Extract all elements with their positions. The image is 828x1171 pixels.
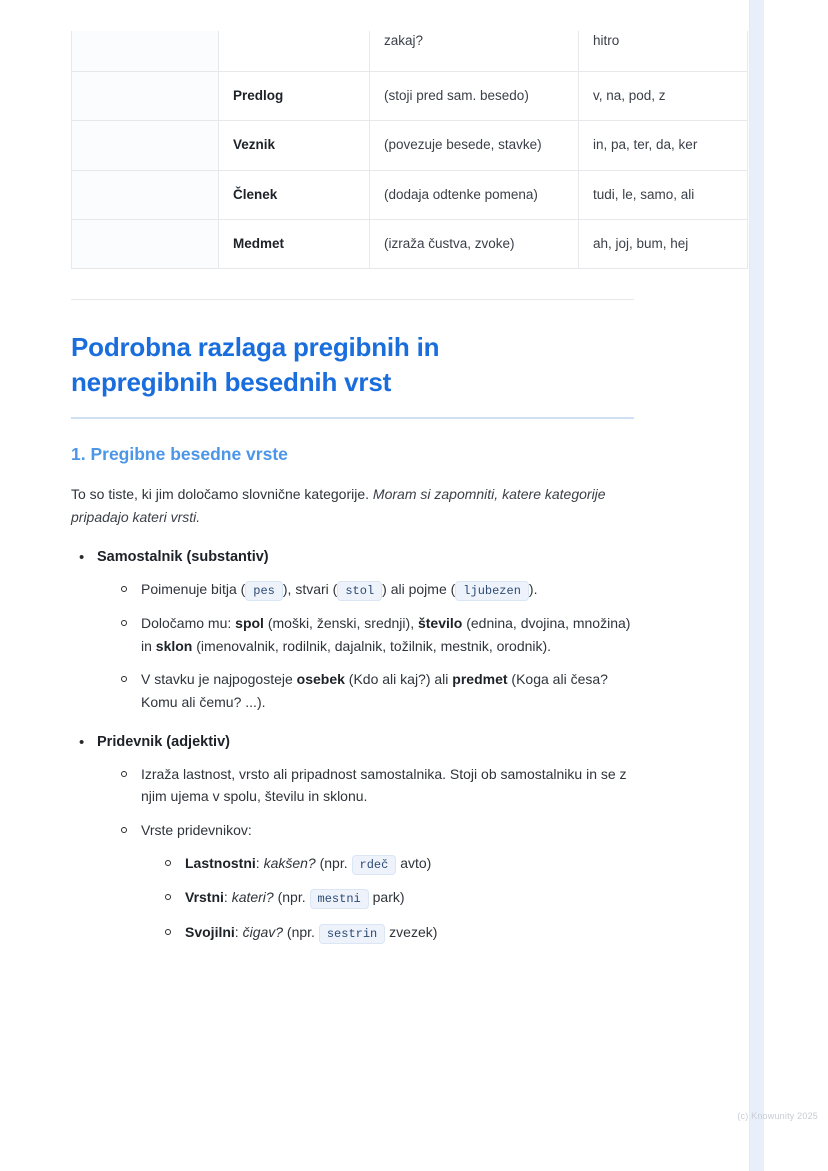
bullet-circle-icon — [121, 676, 127, 682]
table-cell: Veznik — [219, 121, 370, 170]
code-token: rdeč — [352, 855, 397, 875]
section-divider — [71, 299, 634, 300]
table-cell: v, na, pod, z — [579, 72, 748, 121]
text-run: (moški, ženski, srednji), — [263, 614, 418, 631]
table-cell — [72, 170, 219, 219]
text-run: Vrste pridevnikov: — [141, 822, 252, 838]
list-item — [163, 886, 636, 909]
besedne-vrste-table — [71, 31, 748, 269]
bullet-icon: • — [79, 733, 85, 751]
table-cell — [72, 72, 219, 121]
table-row — [72, 31, 748, 72]
list-item — [163, 921, 636, 944]
text-run: (Kdo ali kaj?) ali — [344, 671, 453, 688]
title-underline — [71, 417, 634, 419]
code-token: mestni — [310, 889, 369, 909]
text-run: : — [234, 923, 243, 940]
list-item — [119, 763, 636, 808]
text-run: (npr. — [315, 854, 352, 871]
emphasis-strong: osebek — [296, 671, 345, 688]
text-run: (Koga ali česa? Komu ali čemu? ...). — [141, 671, 608, 710]
intro-italic: Moram si zapomniti, katere kategorije pripadajo kateri vrsti. — [71, 486, 606, 525]
list-item — [119, 668, 636, 713]
list-item-label: Pridevnik (adjektiv) — [97, 733, 230, 750]
table-cell: in, pa, ter, da, ker — [579, 121, 748, 170]
text-run: : — [223, 889, 232, 906]
table-body — [72, 31, 748, 269]
emphasis-strong: sklon — [155, 637, 193, 654]
intro-plain: To so tiste, ki jim določamo slovnične kategorije. — [71, 486, 373, 503]
table-cell — [72, 121, 219, 170]
bullet-circle-icon — [165, 894, 171, 900]
table-cell: (dodaja odtenke pomena) — [370, 170, 579, 219]
intro-paragraph — [71, 483, 637, 528]
emphasis-italic: kakšen? — [263, 854, 316, 871]
table-cell: (izraža čustva, zvoke) — [370, 219, 579, 268]
text-run: zvezek) — [385, 923, 438, 940]
document-content — [71, 0, 698, 944]
bullet-circle-icon — [121, 586, 127, 592]
list-item — [163, 852, 636, 875]
page-title: Podrobna razlaga pregibnih in nepregibnih besednih vrst — [71, 332, 440, 397]
table-cell — [219, 31, 370, 72]
list-item — [119, 578, 636, 601]
sub-sub-list — [141, 852, 636, 944]
text-run: Določamo mu: — [141, 614, 236, 631]
bullet-circle-icon — [121, 620, 127, 626]
emphasis-strong: Lastnostni — [185, 854, 256, 871]
scrollbar-track[interactable] — [750, 0, 764, 1171]
table-cell: ah, joj, bum, hej — [579, 219, 748, 268]
text-run: park) — [368, 889, 405, 906]
table-cell: tudi, le, samo, ali — [579, 170, 748, 219]
table-cell: Predlog — [219, 72, 370, 121]
table-cell — [72, 31, 219, 72]
emphasis-strong: število — [417, 614, 463, 631]
table-row — [72, 121, 748, 170]
emphasis-italic: kateri? — [231, 889, 274, 906]
text-run: V stavku je najpogosteje — [141, 671, 297, 688]
emphasis-italic: čigav? — [242, 923, 284, 940]
sections-list — [71, 547, 636, 944]
bullet-circle-icon — [165, 929, 171, 935]
watermark: (c) Knowunity 2025 — [737, 1111, 818, 1121]
table-cell: hitro — [579, 31, 748, 72]
bullet-icon: • — [79, 548, 85, 566]
table-row — [72, 170, 748, 219]
text-run: ) ali pojme ( — [382, 580, 456, 597]
table-row — [72, 219, 748, 268]
list-item — [71, 547, 636, 714]
emphasis-strong: Vrstni — [185, 889, 224, 906]
bullet-circle-icon — [121, 827, 127, 833]
code-token: sestrin — [319, 924, 385, 944]
emphasis-strong: Svojilni — [185, 923, 235, 940]
table-cell: (stoji pred sam. besedo) — [370, 72, 579, 121]
text-run: ). — [528, 580, 538, 597]
table-cell: Členek — [219, 170, 370, 219]
table-cell: (povezuje besede, stavke) — [370, 121, 579, 170]
text-run: (npr. — [283, 923, 319, 940]
text-run: ), stvari ( — [282, 580, 338, 597]
emphasis-strong: predmet — [452, 671, 508, 688]
text-run: (ednina, dvojina, množina) in — [141, 614, 631, 654]
text-run: Poimenuje bitja ( — [141, 580, 246, 597]
section-subtitle: 1. Pregibne besedne vrste — [71, 444, 288, 465]
table-row — [72, 72, 748, 121]
sub-list — [97, 578, 636, 714]
code-token: pes — [245, 581, 283, 601]
bullet-circle-icon — [165, 860, 171, 866]
code-token: stol — [337, 581, 382, 601]
text-run: (imenovalnik, rodilnik, dajalnik, tožilnik, mestnik, orodnik). — [192, 637, 552, 654]
list-item-label: Samostalnik (substantiv) — [97, 548, 269, 565]
scroll-rail — [737, 0, 828, 1171]
code-token: ljubezen — [455, 581, 529, 601]
list-item — [119, 612, 636, 657]
emphasis-strong: spol — [235, 614, 264, 631]
sub-list — [97, 763, 636, 944]
table-cell: Medmet — [219, 219, 370, 268]
list-item — [119, 819, 636, 944]
list-item — [71, 732, 636, 944]
bullet-circle-icon — [121, 771, 127, 777]
table-cell — [72, 219, 219, 268]
text-run: (npr. — [273, 889, 310, 906]
text-run: : — [255, 854, 264, 871]
text-run: Izraža lastnost, vrsto ali pripadnost samostalnika. Stoji ob samostalniku in se z njim ujema v spolu, številu in sklonu. — [141, 765, 627, 805]
table-cell: zakaj? — [370, 31, 579, 72]
text-run: avto) — [396, 854, 432, 871]
